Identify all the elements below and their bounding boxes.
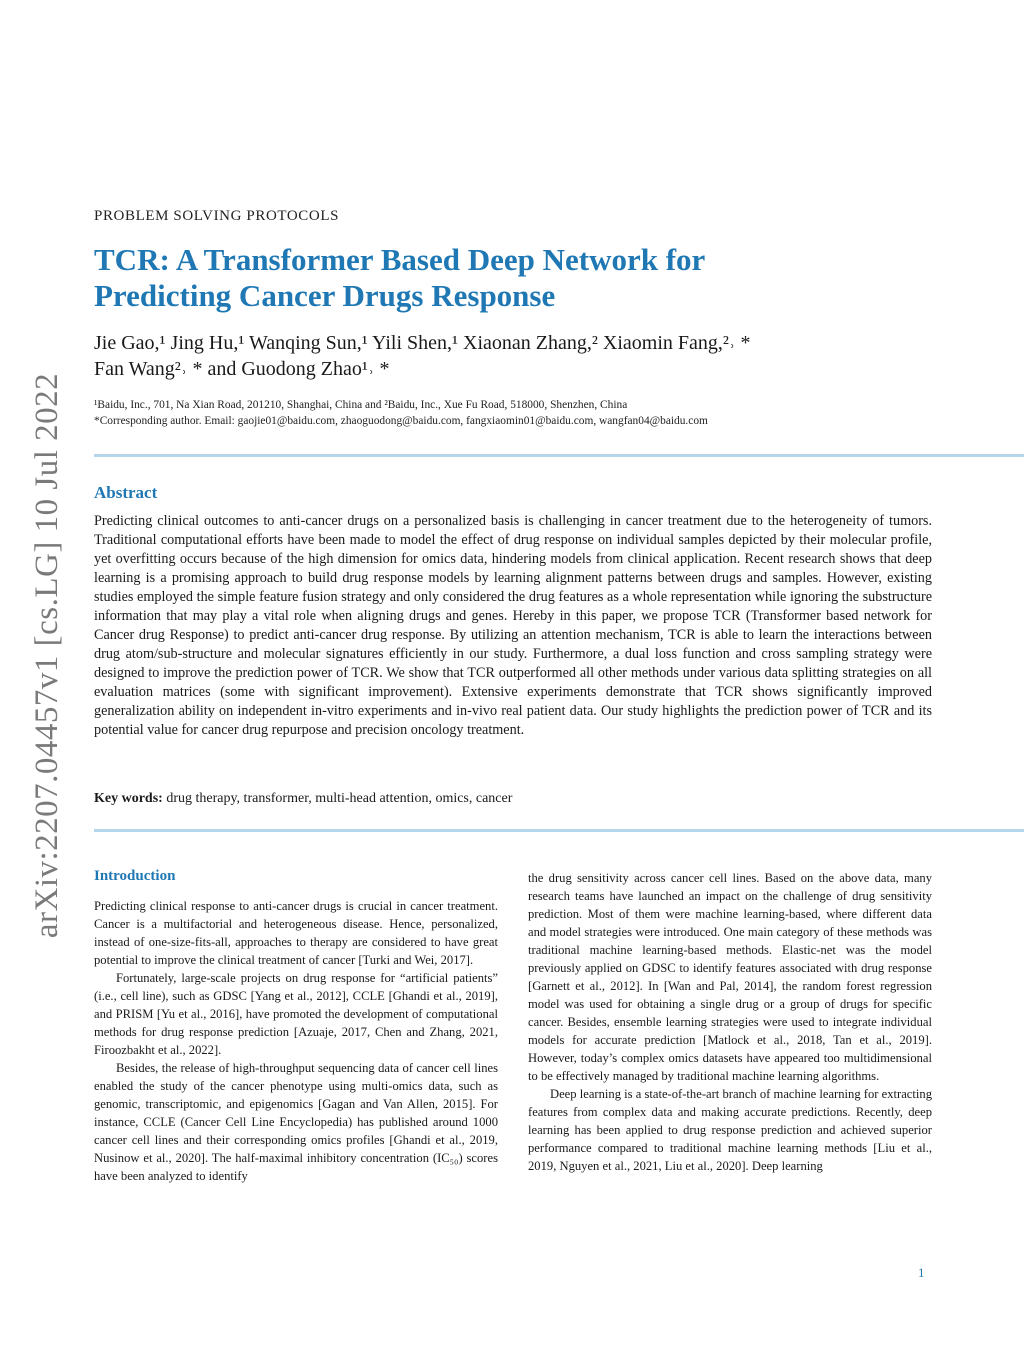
right-column: [528, 869, 932, 1175]
abstract-bottom-rule: [94, 829, 1024, 832]
keywords: [94, 791, 932, 807]
keywords-text: drug therapy, transformer, multi-head attention, omics, cancer: [166, 791, 513, 806]
introduction-heading: Introduction: [94, 868, 176, 884]
title-line-2: Predicting Cancer Drugs Response: [94, 278, 556, 313]
authors-line-2: Fan Wang²˒ * and Guodong Zhao¹˒ *: [94, 358, 390, 380]
abstract-top-rule: [94, 454, 1024, 457]
intro-paragraph-5: Deep learning is a state-of-the-art branch of machine learning for extracting features from complex data and making accurate predictions. Recently, deep learning has been applied to drug response prediction and achieved superior performance compared to traditional machine learning methods [Liu et al., 2019, Nguyen et al., 2021, Liu et al., 2020]. Deep learning: [528, 1087, 932, 1173]
intro-paragraph-3: Besides, the release of high-throughput sequencing data of cancer cell lines enabled the study of the cancer phenotype using multi-omics data, such as genomic, transcriptomic, and epigenomics [Gagan and Van Allen, 2015]. For instance, CCLE (Cancer Cell Line Encyclopedia) has published around 1000 cancer cell lines and their corresponding omics profiles [Ghandi et al., 2019, Nusinow et al., 2020]. The half-maximal inhibitory concentration (IC₅₀) scores have been analyzed to identify: [94, 1061, 498, 1183]
arxiv-identifier-text: arXiv:2207.04457v1 [cs.LG] 10 Jul 2022: [29, 372, 66, 938]
arxiv-identifier: [27, 360, 69, 950]
article-category: PROBLEM SOLVING PROTOCOLS: [94, 208, 340, 224]
title-line-1: TCR: A Transformer Based Deep Network for: [94, 242, 706, 277]
intro-paragraph-4: the drug sensitivity across cancer cell lines. Based on the above data, many research teams have launched an impact on the challenge of drug sensitivity prediction. Most of them were machine learning-based, where different data and model strategies were introduced. One main category of these methods was traditional machine learning-based methods. Elastic-net was the model previously applied on GDSC to identify features associated with drug response [Garnett et al., 2012]. In [Wan and Pal, 2014], the random forest regression model was used for obtaining a single drug or a group of drugs for specific cancer. Besides, ensemble learning strategies were used to integrate individual models for accurate prediction [Matlock et al., 2018, Tan et al., 2019]. However, today’s complex omics datasets have appeared too multidimensional to be effectively managed by traditional machine learning algorithms.: [528, 871, 932, 1083]
keywords-label: Key words:: [94, 791, 163, 806]
abstract-heading: Abstract: [94, 483, 158, 502]
abstract-text: Predicting clinical outcomes to anti-cancer drugs on a personalized basis is challenging in cancer treatment due to the heterogeneity of tumors. Traditional computational efforts have been made to model the effect of drug response on individual samples depicted by their molecular profile, yet overfitting occurs because of the high dimension for omics data, hindering models from clinical application. Recent research shows that deep learning is a promising approach to build drug response models by learning alignment patterns between drugs and samples. However, existing studies employed the simple feature fusion strategy and only considered the drug features as a whole representation while ignoring the substructure information that may play a vital role when aligning drugs and genes. Hereby in this paper, we propose TCR (Transformer based network for Cancer drug Response) to predict anti-cancer drug response. By utilizing an attention mechanism, TCR is able to learn the interactions between drug atom/sub-structure and molecular signatures efficiently in our study. Furthermore, a dual loss function and cross sampling strategy were designed to improve the prediction power of TCR. We show that TCR outperformed all other methods under various data splitting strategies on all evaluation matrices (some with significant improvement). Extensive experiments demonstrate that TCR shows significantly improved generalization ability on independent in-vitro experiments and in-vivo real patient data. Our study highlights the prediction power of TCR and its potential value for cancer drug repurpose and precision oncology treatment.: [94, 513, 932, 738]
intro-paragraph-2: Fortunately, large-scale projects on drug response for “artificial patients” (i.e., cell line), such as GDSC [Yang et al., 2012], CCLE [Ghandi et al., 2019], and PRISM [Yu et al., 2016], have promoted the development of computational methods for drug response prediction [Azuaje, 2017, Chen and Zhang, 2021, Firoozbakht et al., 2022].: [94, 971, 498, 1057]
page-number: 1: [918, 1265, 925, 1280]
affiliation-line: ¹Baidu, Inc., 701, Na Xian Road, 201210, Shanghai, China and ²Baidu, Inc., Xue Fu Road, 518000, Shenzhen, China: [94, 399, 628, 411]
left-column: [94, 866, 498, 1185]
author-list: [94, 330, 924, 382]
intro-paragraph-1: Predicting clinical response to anti-cancer drugs is crucial in cancer treatment. Cancer is a multifactorial and heterogeneous disease. Hence, personalized, instead of one-size-fits-all, approaches to therapy are considered to have great potential to improve the clinical treatment of cancer [Turki and Wei, 2017].: [94, 899, 498, 967]
authors-line-1: Jie Gao,¹ Jing Hu,¹ Wanqing Sun,¹ Yili Shen,¹ Xiaonan Zhang,² Xiaomin Fang,²˒ *: [94, 332, 751, 354]
corresponding-author-line: *Corresponding author. Email: gaojie01@baidu.com, zhaoguodong@baidu.com, fangxiaomin01@baidu.com, wangfan04@baidu.com: [94, 415, 708, 427]
paper-title: [94, 242, 914, 314]
affiliations: [94, 397, 934, 429]
